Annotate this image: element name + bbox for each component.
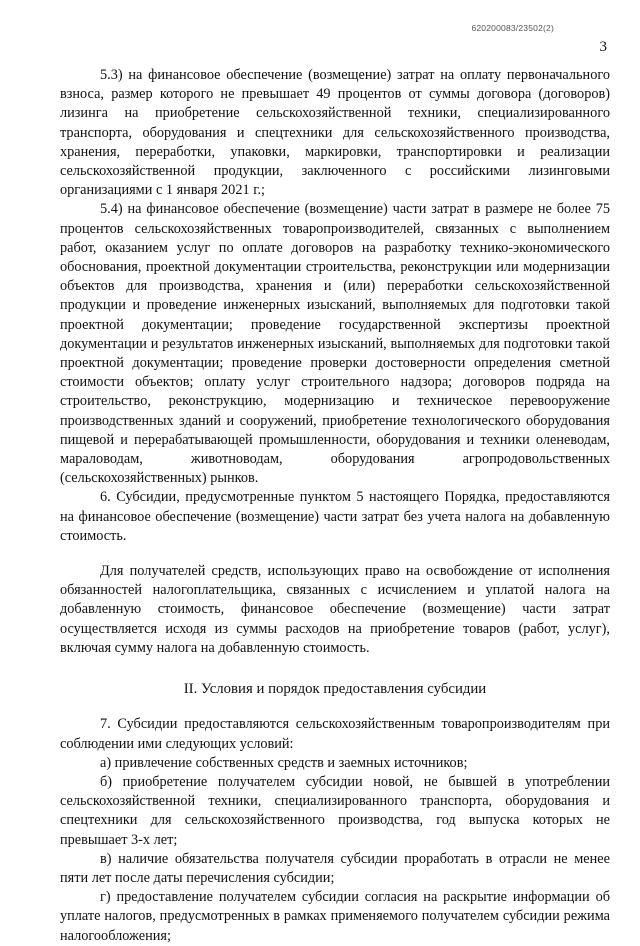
paragraph-6-vat: Для получателей средств, использующих право на освобождение от исполнения обязанностей налогоплательщика, связанных с исчислением и уплатой налога на добавленную стоимость, финансовое обеспечение (возмещение) части затрат осуществляется исходя из суммы расходов на приобретение товаров (работ, услуг), включая сумму налога на добавленную стоимость.: [60, 563, 610, 656]
document-code: 620200083/23502(2): [471, 23, 554, 33]
page-number: 3: [599, 39, 607, 55]
paragraph-7: 7. Субсидии предоставляются сельскохозяйственным товаропроизводителям при соблюдении ими следующих условий:: [60, 716, 610, 752]
section-heading: II. Условия и порядок предоставления субсидии: [183, 681, 487, 698]
document-body: [60, 66, 610, 946]
paragraph-7-v: в) наличие обязательства получателя субсидии проработать в отрасли не менее пяти лет после даты перечисления субсидии;: [60, 850, 610, 886]
paragraph-7-a: а) привлечение собственных средств и заемных источников;: [100, 754, 468, 771]
paragraph-5-4: 5.4) на финансовое обеспечение (возмещение) части затрат в размере не более 75 процентов сельскохозяйственных товаропроизводителей, связанных с выполнением работ, оказанием услуг по оплате договоров на разработку технико-экономического обоснования, проектной документации строительства, реконструкции или модернизации объектов для производства, хранения и (или) переработки сельскохозяйственной продукции и проведение инженерных изысканий, выполняемых для подготовки такой проектной документации; проведение государственной экспертизы проектной документации и результатов инженерных изысканий, выполняемых для подготовки такой проектной документации; проведение проверки достоверности определения сметной стоимости объектов; оплату услуг строительного надзора; договоров подряда на строительство, реконструкцию, модернизацию и техническое перевооружение производственных зданий и сооружений, приобретение технологического оборудования пищевой и перерабатывающей промышленности, оборудования и техники оленеводам, мараловодам, животноводам, оборудования агропродовольственных (сельскохозяйственных) рынков.: [60, 201, 610, 487]
paragraph-6: 6. Субсидии, предусмотренные пунктом 5 настоящего Порядка, предоставляются на финансовое обеспечение (возмещение) части затрат без учета налога на добавленную стоимость.: [60, 489, 610, 544]
paragraph-7-b: б) приобретение получателем субсидии новой, не бывшей в употреблении сельскохозяйственной техники, специализированного транспорта, оборудования и спецтехники для сельскохозяйственного производства, год выпуска которых не превышает 3-х лет;: [60, 773, 610, 848]
paragraph-7-g: г) предоставление получателем субсидии согласия на раскрытие информации об уплате налогов, предусмотренных в рамках применяемого получателем субсидии режима налогообложения;: [60, 889, 610, 944]
paragraph-5-3: 5.3) на финансовое обеспечение (возмещение) затрат на оплату первоначального взноса, размер которого не превышает 49 процентов от суммы договора (договоров) лизинга на приобретение сельскохозяйственной техники, специализированного транспорта, оборудования и спецтехники для сельскохозяйственного производства, хранения, переработки, упаковки, маркировки, транспортировки и реализации сельскохозяйственной продукции, заключенного с российскими лизинговыми организациями с 1 января 2021 г.;: [60, 67, 610, 199]
